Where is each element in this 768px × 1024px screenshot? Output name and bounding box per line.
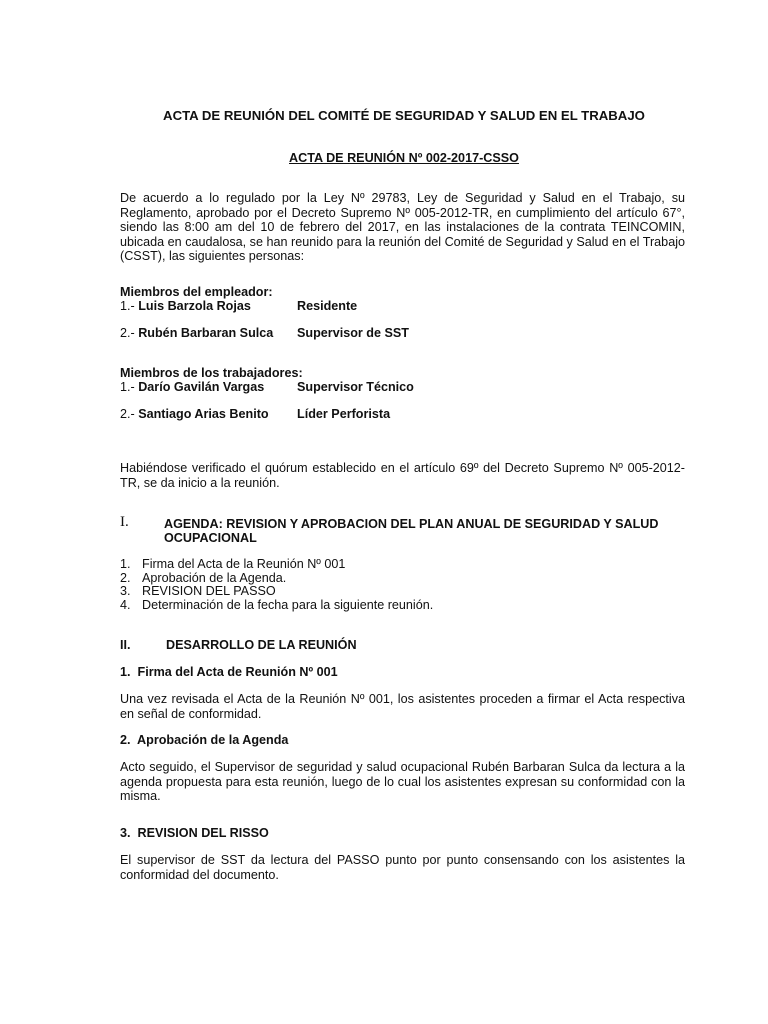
agenda-item-text: REVISION DEL PASSO bbox=[142, 584, 276, 598]
member-name: Darío Gavilán Vargas bbox=[138, 380, 265, 394]
member-name: Rubén Barbaran Sulca bbox=[138, 326, 274, 340]
section-2-heading: DESARROLLO DE LA REUNIÓN bbox=[166, 638, 357, 652]
member-number: 2.- bbox=[120, 407, 135, 421]
agenda-item-number: 3. bbox=[120, 584, 131, 598]
subsection-number: 2. bbox=[120, 733, 131, 747]
employer-member-2 bbox=[120, 326, 273, 341]
member-role: Residente bbox=[297, 299, 358, 313]
quorum-paragraph: Habiéndose verificado el quórum establecido en el artículo 69º del Decreto Supremo Nº 005-2012-TR, se da inicio a la reunión. bbox=[120, 461, 685, 490]
subsection-number: 3. bbox=[120, 826, 131, 840]
agenda-item bbox=[120, 598, 131, 613]
subsection-number: 1. bbox=[120, 665, 131, 679]
agenda-item-number: 4. bbox=[120, 598, 131, 612]
agenda-item bbox=[120, 584, 131, 599]
intro-paragraph: De acuerdo a lo regulado por la Ley Nº 29783, Ley de Seguridad y Salud en el Trabajo, su Reglamento, aprobado por el Decreto Supremo Nº 005-2012-TR, en cumplimiento del artículo 67°, siendo las 8:00 am del 10 de febrero del 2017, en las instalaciones de la contrata TEINCOMIN, ubicada en caudalosa, se han reunido para la reunión del Comité de Seguridad y Salud en el Trabajo (CSST), las siguientes personas: bbox=[120, 191, 685, 263]
member-number: 2.- bbox=[120, 326, 135, 340]
acta-number: ACTA DE REUNIÓN Nº 002-2017-CSSO bbox=[289, 151, 519, 165]
subsection-3-heading bbox=[120, 826, 269, 841]
member-number: 1.- bbox=[120, 380, 135, 394]
section-2-numeral: II. bbox=[120, 638, 131, 652]
workers-heading: Miembros de los trabajadores: bbox=[120, 366, 303, 380]
subsection-2-heading bbox=[120, 733, 288, 748]
member-name: Santiago Arias Benito bbox=[138, 407, 269, 421]
agenda-item-number: 1. bbox=[120, 557, 131, 571]
subsection-title: REVISION DEL RISSO bbox=[137, 826, 269, 840]
agenda-item-number: 2. bbox=[120, 571, 131, 585]
section-1-heading-line2: OCUPACIONAL bbox=[164, 531, 257, 545]
member-role: Supervisor Técnico bbox=[297, 380, 414, 394]
subsection-2-text: Acto seguido, el Supervisor de seguridad y salud ocupacional Rubén Barbaran Sulca da lectura a la agenda propuesta para esta reunión, luego de lo cual los asistentes expresan su conformidad con la misma. bbox=[120, 760, 685, 803]
subsection-3-text: El supervisor de SST da lectura del PASSO punto por punto consensando con los asistentes la conformidad del documento. bbox=[120, 853, 685, 882]
subsection-1-text: Una vez revisada el Acta de la Reunión Nº 001, los asistentes proceden a firmar el Acta respectiva en señal de conformidad. bbox=[120, 692, 685, 721]
subsection-1-heading bbox=[120, 665, 338, 680]
document-subtitle bbox=[0, 151, 768, 166]
worker-member-2 bbox=[120, 407, 269, 422]
member-role: Supervisor de SST bbox=[297, 326, 409, 340]
section-1-heading-line1: AGENDA: REVISION Y APROBACION DEL PLAN ANUAL DE SEGURIDAD Y SALUD bbox=[164, 517, 659, 531]
employer-member-1 bbox=[120, 299, 251, 314]
member-role: Líder Perforista bbox=[297, 407, 391, 421]
subsection-title: Firma del Acta de Reunión Nº 001 bbox=[137, 665, 338, 679]
agenda-item-text: Determinación de la fecha para la siguiente reunión. bbox=[142, 598, 434, 612]
agenda-item-text: Firma del Acta de la Reunión Nº 001 bbox=[142, 557, 346, 571]
section-1-numeral: I. bbox=[120, 514, 129, 530]
document-title: ACTA DE REUNIÓN DEL COMITÉ DE SEGURIDAD Y SALUD EN EL TRABAJO bbox=[163, 108, 645, 123]
subsection-title: Aprobación de la Agenda bbox=[137, 733, 289, 747]
member-number: 1.- bbox=[120, 299, 135, 313]
agenda-item bbox=[120, 557, 131, 572]
member-name: Luis Barzola Rojas bbox=[138, 299, 251, 313]
employer-heading: Miembros del empleador: bbox=[120, 285, 273, 299]
agenda-item-text: Aprobación de la Agenda. bbox=[142, 571, 287, 585]
worker-member-1 bbox=[120, 380, 264, 395]
